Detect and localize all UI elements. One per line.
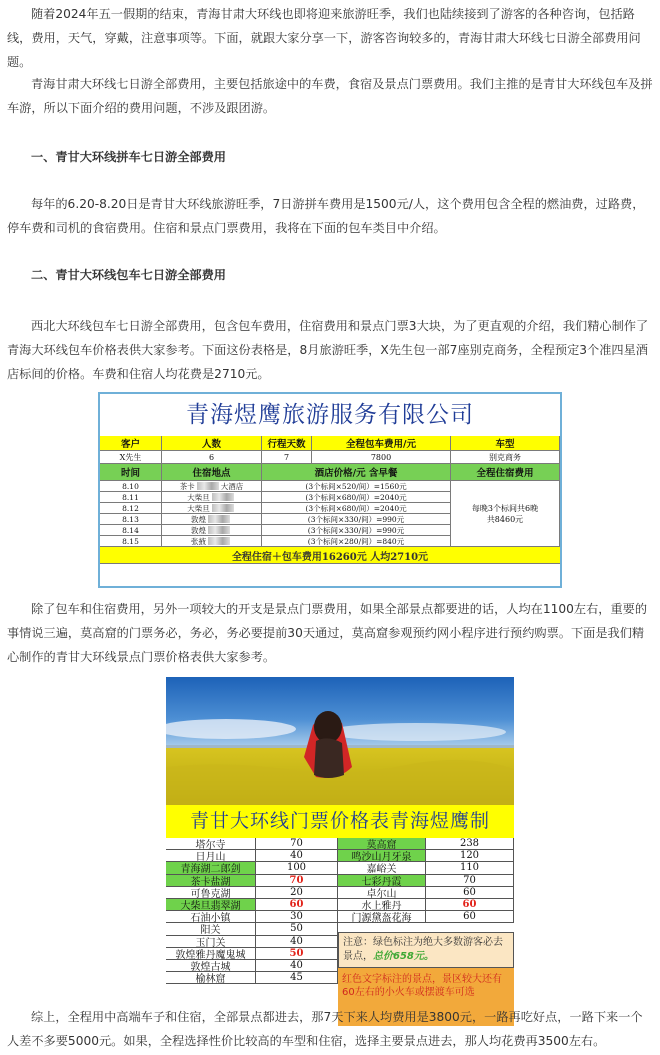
date-cell: 8.11 <box>100 492 162 503</box>
header-cell: 行程天数 <box>262 436 312 451</box>
value-cell: X先生 <box>100 451 162 464</box>
spot-price-cell: 100 <box>256 862 338 874</box>
spot-name-cell: 门源黛盔花海 <box>338 911 426 923</box>
green-note-total: 总价658元。 <box>373 951 434 962</box>
place-cell <box>162 492 262 503</box>
header-cell: 酒店价格/元 含早餐 <box>262 464 451 481</box>
spot-price-cell: 40 <box>256 960 338 972</box>
place-cell <box>162 503 262 514</box>
lodging-row <box>100 514 451 525</box>
overview-paragraph: 青海甘肃大环线七日游全部费用，主要包括旅途中的车费，食宿及景点门票费用。我们主推的是青甘大环线包车及拼车游，所以下面介绍的费用问题，不涉及跟团游。 <box>7 77 653 115</box>
lodging-row <box>100 525 451 536</box>
section-heading-carpool: 一、青甘大环线拼车七日游全部费用 <box>31 150 226 164</box>
spot-name-cell: 鸣沙山月牙泉 <box>338 850 426 862</box>
lodging-rows <box>100 481 451 547</box>
lodging-row <box>100 481 451 492</box>
value-cell: 7 <box>262 451 312 464</box>
lodging-total-line2: 共8460元 <box>486 514 524 524</box>
value-cell: 7800 <box>312 451 451 464</box>
ticket-row <box>166 899 514 911</box>
ticket-table-title: 青甘大环线门票价格表青海煜鹰制 <box>166 805 514 838</box>
spot-price-cell: 50 <box>256 923 338 935</box>
date-cell: 8.13 <box>100 514 162 525</box>
spot-price-cell: 60 <box>426 899 514 911</box>
price-cell: (3个标间×680/间）=2040元 <box>262 503 451 514</box>
spot-price-cell: 60 <box>426 911 514 923</box>
cost-value-row <box>100 451 560 464</box>
redacted-mark <box>208 537 230 545</box>
redacted-mark <box>208 526 230 534</box>
spot-name-cell: 日月山 <box>166 850 256 862</box>
section-heading-charter: 二、青甘大环线包车七日游全部费用 <box>31 268 226 282</box>
header-cell: 车型 <box>451 436 560 451</box>
spot-price-cell: 45 <box>256 972 338 984</box>
lodging-row <box>100 492 451 503</box>
redacted-mark <box>208 515 230 523</box>
lodging-row <box>100 503 451 514</box>
spot-name-cell: 莫高窟 <box>338 838 426 850</box>
price-cell: (3个标间×280/间）=840元 <box>262 536 451 547</box>
spot-price-cell: 70 <box>426 875 514 887</box>
lodging-body <box>100 481 560 547</box>
spot-name-cell: 大柴旦翡翠湖 <box>166 899 256 911</box>
charter-paragraph: 西北大环线包车七日游全部费用，包含包车费用，住宿费用和景点门票3大块，为了更直观的介绍，我们精心制作了青海大环线包车价格表供大家参考。下面这份表格是，8月旅游旺季，X先生包一部7座别克商务，全程预定3个准四星酒店标间的价格。车费和住宿人均花费是2710元。 <box>7 319 649 381</box>
price-cell: (3个标间×330/间）=990元 <box>262 525 451 536</box>
lodging-row <box>100 536 451 547</box>
ticket-paragraph: 除了包车和住宿费用，另外一项较大的开支是景点门票费用，如果全部景点都要进的话，人均在1100左右，重要的事情说三遍，莫高窟的门票务必，务必，务必要提前30天通过，莫高窟参观预约网小程序进行预约购票。下面是我们精心制作的青甘大环线景点门票价格表供大家参考。 <box>7 602 648 664</box>
table-filler <box>100 564 560 588</box>
place-cell <box>162 536 262 547</box>
price-cell: (3个标间×330/间）=990元 <box>262 514 451 525</box>
place-cell <box>162 525 262 536</box>
place-text: 大柴旦 <box>187 492 210 502</box>
header-cell: 全程包车费用/元 <box>312 436 451 451</box>
spot-price-cell: 50 <box>256 948 338 960</box>
date-cell: 8.10 <box>100 481 162 492</box>
header-cell: 客户 <box>100 436 162 451</box>
value-cell: 6 <box>162 451 262 464</box>
cost-table-title: 青海煜鹰旅游服务有限公司 <box>100 394 560 436</box>
place-text: 茶卡 <box>179 481 195 491</box>
charter-cost-table <box>98 392 562 588</box>
spot-name-cell: 青海湖二郎剑 <box>166 862 256 874</box>
place-text: 敦煌 <box>191 525 206 535</box>
spot-price-cell: 60 <box>256 899 338 911</box>
spot-price-cell: 60 <box>426 887 514 899</box>
spot-price-cell: 110 <box>426 862 514 874</box>
spot-name-cell: 玉门关 <box>166 936 256 948</box>
spot-name-cell: 石油小镇 <box>166 911 256 923</box>
header-cell: 时间 <box>100 464 162 481</box>
ticket-row <box>166 862 514 874</box>
place-text: 大柴旦 <box>187 503 210 513</box>
price-cell: (3个标间×520/间）=1560元 <box>262 481 451 492</box>
spot-name-cell: 七彩丹霞 <box>338 875 426 887</box>
header-cell: 住宿地点 <box>162 464 262 481</box>
place-suffix: 大酒店 <box>220 481 244 491</box>
redacted-mark <box>197 482 219 490</box>
price-cell: (3个标间×680/间）=2040元 <box>262 492 451 503</box>
date-cell: 8.14 <box>100 525 162 536</box>
place-text: 张掖 <box>191 536 206 546</box>
spot-price-cell: 40 <box>256 936 338 948</box>
place-text: 敦煌 <box>191 514 206 524</box>
date-cell: 8.12 <box>100 503 162 514</box>
ticket-row <box>166 838 514 850</box>
lodging-total-cell <box>451 481 560 547</box>
redacted-mark <box>212 493 234 501</box>
red-note: 红色文字标注的景点，景区较大还有60左右的小火车或摆渡车可选 <box>338 968 514 1026</box>
place-cell <box>162 514 262 525</box>
header-cell: 全程住宿费用 <box>451 464 560 481</box>
spot-name-cell: 茶卡盐湖 <box>166 875 256 887</box>
place-cell <box>162 481 262 492</box>
ticket-row <box>166 887 514 899</box>
spot-name-cell: 榆林窟 <box>166 972 256 984</box>
spot-price-cell: 40 <box>256 850 338 862</box>
green-note <box>338 932 514 968</box>
value-cell: 别克商务 <box>451 451 560 464</box>
ticket-row <box>166 911 514 923</box>
lodging-total-line1: 每晚3个标间共6晚 <box>471 503 539 513</box>
ticket-price-image <box>166 677 514 1026</box>
spot-price-cell: 238 <box>426 838 514 850</box>
spot-name-cell: 水上雅丹 <box>338 899 426 911</box>
landscape-photo <box>166 677 514 805</box>
spot-name-cell: 敦煌古城 <box>166 960 256 972</box>
summary-paragraph: 综上，全程用中高端车子和住宿，全部景点都进去，那7天下来人均费用是3800元，一路再吃好点，一路下来一个人差不多要5000元。如果，全程选择性价比较高的车型和住宿，选择主要景点进去，那人均花费再3500左右。 <box>7 1010 643 1048</box>
spot-price-cell: 30 <box>256 911 338 923</box>
header-cell: 人数 <box>162 436 262 451</box>
spot-name-cell: 敦煌雅丹魔鬼城 <box>166 948 256 960</box>
lodging-header-row <box>100 464 560 481</box>
intro-paragraph: 随着2024年五一假期的结束，青海甘肃大环线也即将迎来旅游旺季，我们也陆续接到了游客的各种咨询，包括路线，费用，天气，穿戴，注意事项等。下面，就跟大家分享一下，游客咨询较多的，青海甘肃大环线七日游全部费用问题。 <box>7 7 641 69</box>
grand-total-row: 全程住宿＋包车费用16260元 人均2710元 <box>100 547 560 564</box>
spot-name-cell: 阳关 <box>166 923 256 935</box>
ticket-row <box>166 875 514 887</box>
spot-name-cell: 可鲁克湖 <box>166 887 256 899</box>
green-note-text: 注意：绿色标注为绝大多数游客必去景点， <box>343 937 503 962</box>
spot-price-cell: 20 <box>256 887 338 899</box>
redacted-mark <box>212 504 234 512</box>
spot-name-cell: 卓尔山 <box>338 887 426 899</box>
carpool-paragraph: 每年的6.20-8.20日是青甘大环线旅游旺季，7日游拼车费用是1500元/人，这个费用包含全程的燃油费，过路费，停车费和司机的食宿费用。住宿和景点门票费用，我将在下面的包车类目中介绍。 <box>7 197 645 235</box>
spot-price-cell: 70 <box>256 838 338 850</box>
spot-name-cell: 嘉峪关 <box>338 862 426 874</box>
cost-header-row <box>100 436 560 451</box>
ticket-row <box>166 850 514 862</box>
spot-price-cell: 70 <box>256 875 338 887</box>
spot-name-cell: 塔尔寺 <box>166 838 256 850</box>
spot-price-cell: 120 <box>426 850 514 862</box>
landscape-photo-graphic <box>166 677 514 805</box>
date-cell: 8.15 <box>100 536 162 547</box>
